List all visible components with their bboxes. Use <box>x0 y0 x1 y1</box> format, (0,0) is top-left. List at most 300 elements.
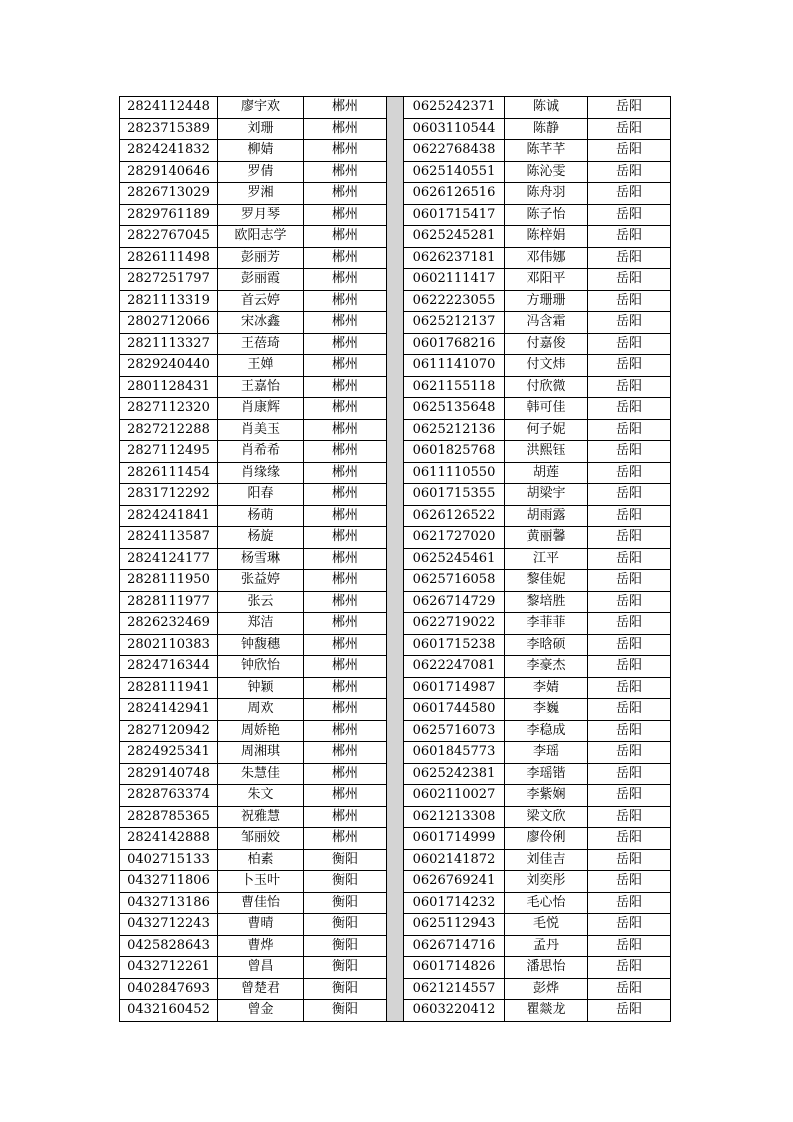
right-id-cell: 0625212137 <box>404 312 505 334</box>
right-city-cell: 岳阳 <box>588 140 671 162</box>
left-id-cell: 2802712066 <box>120 312 218 334</box>
right-id-cell: 0625716073 <box>404 720 505 742</box>
table-row <box>120 118 671 140</box>
left-name-cell: 罗月琴 <box>218 204 304 226</box>
column-divider <box>387 720 404 742</box>
right-id-cell: 0601714826 <box>404 957 505 979</box>
right-city-cell: 岳阳 <box>588 333 671 355</box>
right-name-cell: 黎培胜 <box>505 591 588 613</box>
right-city-cell: 岳阳 <box>588 892 671 914</box>
right-id-cell: 0601768216 <box>404 333 505 355</box>
right-name-cell: 孟丹 <box>505 935 588 957</box>
right-city-cell: 岳阳 <box>588 957 671 979</box>
right-id-cell: 0601714999 <box>404 828 505 850</box>
roster-table <box>119 96 671 1022</box>
column-divider <box>387 527 404 549</box>
right-id-cell: 0601714987 <box>404 677 505 699</box>
right-id-cell: 0625135648 <box>404 398 505 420</box>
right-name-cell: 黄丽馨 <box>505 527 588 549</box>
column-divider <box>387 140 404 162</box>
right-id-cell: 0601714232 <box>404 892 505 914</box>
column-divider <box>387 828 404 850</box>
left-city-cell: 衡阳 <box>304 849 387 871</box>
left-name-cell: 阳春 <box>218 484 304 506</box>
table-row <box>120 505 671 527</box>
left-city-cell: 郴州 <box>304 720 387 742</box>
left-city-cell: 郴州 <box>304 161 387 183</box>
right-city-cell: 岳阳 <box>588 462 671 484</box>
left-id-cell: 2821113327 <box>120 333 218 355</box>
table-row <box>120 763 671 785</box>
right-name-cell: 李菲菲 <box>505 613 588 635</box>
table-row <box>120 161 671 183</box>
left-name-cell: 首云婷 <box>218 290 304 312</box>
left-name-cell: 祝雅慧 <box>218 806 304 828</box>
column-divider <box>387 161 404 183</box>
right-name-cell: 韩可佳 <box>505 398 588 420</box>
right-id-cell: 0626126522 <box>404 505 505 527</box>
column-divider <box>387 548 404 570</box>
right-name-cell: 胡梁宇 <box>505 484 588 506</box>
right-name-cell: 方珊珊 <box>505 290 588 312</box>
left-name-cell: 杨雪琳 <box>218 548 304 570</box>
right-name-cell: 陈沁雯 <box>505 161 588 183</box>
column-divider <box>387 634 404 656</box>
left-id-cell: 2802110383 <box>120 634 218 656</box>
left-name-cell: 宋冰鑫 <box>218 312 304 334</box>
right-name-cell: 潘思怡 <box>505 957 588 979</box>
table-row <box>120 849 671 871</box>
left-id-cell: 2829761189 <box>120 204 218 226</box>
right-city-cell: 岳阳 <box>588 269 671 291</box>
left-id-cell: 2823715389 <box>120 118 218 140</box>
right-city-cell: 岳阳 <box>588 527 671 549</box>
left-city-cell: 郴州 <box>304 118 387 140</box>
right-city-cell: 岳阳 <box>588 656 671 678</box>
left-name-cell: 朱慧佳 <box>218 763 304 785</box>
left-name-cell: 朱文 <box>218 785 304 807</box>
left-id-cell: 2828763374 <box>120 785 218 807</box>
left-name-cell: 卜玉叶 <box>218 871 304 893</box>
column-divider <box>387 441 404 463</box>
column-divider <box>387 957 404 979</box>
right-city-cell: 岳阳 <box>588 935 671 957</box>
left-city-cell: 郴州 <box>304 828 387 850</box>
left-name-cell: 周欢 <box>218 699 304 721</box>
left-id-cell: 2826111498 <box>120 247 218 269</box>
left-city-cell: 郴州 <box>304 355 387 377</box>
right-id-cell: 0602141872 <box>404 849 505 871</box>
left-name-cell: 钟颖 <box>218 677 304 699</box>
table-row <box>120 957 671 979</box>
right-id-cell: 0626237181 <box>404 247 505 269</box>
roster-rows <box>120 97 671 1022</box>
right-id-cell: 0625212136 <box>404 419 505 441</box>
left-name-cell: 郑洁 <box>218 613 304 635</box>
left-name-cell: 钟馥穗 <box>218 634 304 656</box>
left-id-cell: 2831712292 <box>120 484 218 506</box>
column-divider <box>387 978 404 1000</box>
left-id-cell: 2801128431 <box>120 376 218 398</box>
right-name-cell: 陈诚 <box>505 97 588 119</box>
left-name-cell: 肖希希 <box>218 441 304 463</box>
left-city-cell: 衡阳 <box>304 871 387 893</box>
right-name-cell: 陈梓娟 <box>505 226 588 248</box>
right-city-cell: 岳阳 <box>588 204 671 226</box>
left-city-cell: 郴州 <box>304 548 387 570</box>
column-divider <box>387 118 404 140</box>
left-name-cell: 刘珊 <box>218 118 304 140</box>
column-divider <box>387 656 404 678</box>
table-row <box>120 720 671 742</box>
table-row <box>120 591 671 613</box>
left-id-cell: 2824716344 <box>120 656 218 678</box>
column-divider <box>387 591 404 613</box>
left-city-cell: 郴州 <box>304 204 387 226</box>
left-name-cell: 欧阳志学 <box>218 226 304 248</box>
column-divider <box>387 677 404 699</box>
left-name-cell: 肖康辉 <box>218 398 304 420</box>
left-city-cell: 郴州 <box>304 290 387 312</box>
right-city-cell: 岳阳 <box>588 398 671 420</box>
left-id-cell: 2824925341 <box>120 742 218 764</box>
table-row <box>120 247 671 269</box>
left-id-cell: 2828111977 <box>120 591 218 613</box>
right-city-cell: 岳阳 <box>588 849 671 871</box>
table-row <box>120 333 671 355</box>
right-id-cell: 0626769241 <box>404 871 505 893</box>
table-row <box>120 935 671 957</box>
left-city-cell: 郴州 <box>304 763 387 785</box>
left-name-cell: 王蓓琦 <box>218 333 304 355</box>
left-city-cell: 衡阳 <box>304 935 387 957</box>
left-name-cell: 肖美玉 <box>218 419 304 441</box>
left-name-cell: 王嘉怡 <box>218 376 304 398</box>
right-city-cell: 岳阳 <box>588 97 671 119</box>
right-city-cell: 岳阳 <box>588 376 671 398</box>
left-city-cell: 郴州 <box>304 140 387 162</box>
table-row <box>120 699 671 721</box>
column-divider <box>387 892 404 914</box>
right-city-cell: 岳阳 <box>588 763 671 785</box>
left-name-cell: 杨旋 <box>218 527 304 549</box>
right-id-cell: 0621214557 <box>404 978 505 1000</box>
right-name-cell: 刘奕彤 <box>505 871 588 893</box>
right-city-cell: 岳阳 <box>588 548 671 570</box>
right-id-cell: 0625242371 <box>404 97 505 119</box>
right-name-cell: 冯含霜 <box>505 312 588 334</box>
right-city-cell: 岳阳 <box>588 742 671 764</box>
right-id-cell: 0601715355 <box>404 484 505 506</box>
right-city-cell: 岳阳 <box>588 591 671 613</box>
left-city-cell: 郴州 <box>304 398 387 420</box>
left-city-cell: 郴州 <box>304 806 387 828</box>
right-name-cell: 刘佳吉 <box>505 849 588 871</box>
right-city-cell: 岳阳 <box>588 806 671 828</box>
right-city-cell: 岳阳 <box>588 161 671 183</box>
right-name-cell: 彭烨 <box>505 978 588 1000</box>
left-id-cell: 2824142888 <box>120 828 218 850</box>
right-name-cell: 李瑶锴 <box>505 763 588 785</box>
right-id-cell: 0621155118 <box>404 376 505 398</box>
right-city-cell: 岳阳 <box>588 183 671 205</box>
left-city-cell: 郴州 <box>304 312 387 334</box>
left-id-cell: 2829140646 <box>120 161 218 183</box>
table-row <box>120 892 671 914</box>
right-city-cell: 岳阳 <box>588 914 671 936</box>
right-city-cell: 岳阳 <box>588 484 671 506</box>
table-row <box>120 376 671 398</box>
left-id-cell: 2824124177 <box>120 548 218 570</box>
column-divider <box>387 398 404 420</box>
right-id-cell: 0626126516 <box>404 183 505 205</box>
left-id-cell: 2826111454 <box>120 462 218 484</box>
right-name-cell: 江平 <box>505 548 588 570</box>
table-row <box>120 828 671 850</box>
right-name-cell: 付嘉俊 <box>505 333 588 355</box>
right-id-cell: 0603110544 <box>404 118 505 140</box>
left-id-cell: 2827212288 <box>120 419 218 441</box>
right-name-cell: 李晗硕 <box>505 634 588 656</box>
right-name-cell: 黎佳妮 <box>505 570 588 592</box>
column-divider <box>387 183 404 205</box>
left-name-cell: 周湘琪 <box>218 742 304 764</box>
table-row <box>120 269 671 291</box>
left-name-cell: 罗倩 <box>218 161 304 183</box>
table-row <box>120 97 671 119</box>
right-name-cell: 邓阳平 <box>505 269 588 291</box>
right-id-cell: 0625245281 <box>404 226 505 248</box>
right-city-cell: 岳阳 <box>588 785 671 807</box>
table-row <box>120 527 671 549</box>
left-name-cell: 罗湘 <box>218 183 304 205</box>
column-divider <box>387 312 404 334</box>
left-city-cell: 郴州 <box>304 247 387 269</box>
left-name-cell: 廖宇欢 <box>218 97 304 119</box>
right-name-cell: 瞿燚龙 <box>505 1000 588 1022</box>
right-id-cell: 0601825768 <box>404 441 505 463</box>
right-id-cell: 0625140551 <box>404 161 505 183</box>
left-name-cell: 曾楚君 <box>218 978 304 1000</box>
right-name-cell: 李紫娴 <box>505 785 588 807</box>
column-divider <box>387 570 404 592</box>
left-city-cell: 郴州 <box>304 462 387 484</box>
left-id-cell: 0432712243 <box>120 914 218 936</box>
right-id-cell: 0625112943 <box>404 914 505 936</box>
left-city-cell: 衡阳 <box>304 892 387 914</box>
table-row <box>120 1000 671 1022</box>
column-divider <box>387 462 404 484</box>
right-city-cell: 岳阳 <box>588 677 671 699</box>
left-city-cell: 郴州 <box>304 570 387 592</box>
table-row <box>120 290 671 312</box>
right-name-cell: 陈静 <box>505 118 588 140</box>
left-name-cell: 柏素 <box>218 849 304 871</box>
right-city-cell: 岳阳 <box>588 226 671 248</box>
left-city-cell: 郴州 <box>304 419 387 441</box>
left-id-cell: 2829140748 <box>120 763 218 785</box>
left-city-cell: 郴州 <box>304 613 387 635</box>
column-divider <box>387 419 404 441</box>
table-row <box>120 656 671 678</box>
left-name-cell: 柳婧 <box>218 140 304 162</box>
right-name-cell: 何子妮 <box>505 419 588 441</box>
table-row <box>120 204 671 226</box>
left-city-cell: 郴州 <box>304 226 387 248</box>
left-id-cell: 2827112495 <box>120 441 218 463</box>
column-divider <box>387 613 404 635</box>
right-city-cell: 岳阳 <box>588 1000 671 1022</box>
left-city-cell: 衡阳 <box>304 1000 387 1022</box>
table-row <box>120 398 671 420</box>
right-name-cell: 胡雨露 <box>505 505 588 527</box>
left-id-cell: 2824142941 <box>120 699 218 721</box>
left-id-cell: 0425828643 <box>120 935 218 957</box>
column-divider <box>387 204 404 226</box>
left-id-cell: 2827112320 <box>120 398 218 420</box>
column-divider <box>387 935 404 957</box>
right-id-cell: 0601715417 <box>404 204 505 226</box>
left-city-cell: 衡阳 <box>304 914 387 936</box>
left-city-cell: 衡阳 <box>304 978 387 1000</box>
table-row <box>120 140 671 162</box>
table-row <box>120 462 671 484</box>
column-divider <box>387 742 404 764</box>
left-id-cell: 0402847693 <box>120 978 218 1000</box>
column-divider <box>387 376 404 398</box>
table-row <box>120 484 671 506</box>
right-id-cell: 0621727020 <box>404 527 505 549</box>
left-city-cell: 郴州 <box>304 441 387 463</box>
right-city-cell: 岳阳 <box>588 613 671 635</box>
right-name-cell: 洪熙钰 <box>505 441 588 463</box>
left-id-cell: 0432711806 <box>120 871 218 893</box>
column-divider <box>387 849 404 871</box>
right-city-cell: 岳阳 <box>588 312 671 334</box>
left-name-cell: 曾昌 <box>218 957 304 979</box>
right-id-cell: 0602110027 <box>404 785 505 807</box>
column-divider <box>387 247 404 269</box>
table-row <box>120 978 671 1000</box>
table-row <box>120 355 671 377</box>
right-name-cell: 毛悦 <box>505 914 588 936</box>
left-id-cell: 2829240440 <box>120 355 218 377</box>
left-city-cell: 郴州 <box>304 591 387 613</box>
left-city-cell: 郴州 <box>304 742 387 764</box>
right-id-cell: 0622768438 <box>404 140 505 162</box>
left-id-cell: 2828111941 <box>120 677 218 699</box>
right-city-cell: 岳阳 <box>588 570 671 592</box>
right-name-cell: 陈舟羽 <box>505 183 588 205</box>
column-divider <box>387 333 404 355</box>
right-city-cell: 岳阳 <box>588 441 671 463</box>
right-name-cell: 付欣微 <box>505 376 588 398</box>
table-row <box>120 226 671 248</box>
left-id-cell: 2824113587 <box>120 527 218 549</box>
right-id-cell: 0625245461 <box>404 548 505 570</box>
right-id-cell: 0626714716 <box>404 935 505 957</box>
left-name-cell: 曹晴 <box>218 914 304 936</box>
right-id-cell: 0611141070 <box>404 355 505 377</box>
left-name-cell: 杨萌 <box>218 505 304 527</box>
table-row <box>120 548 671 570</box>
right-city-cell: 岳阳 <box>588 247 671 269</box>
right-id-cell: 0625716058 <box>404 570 505 592</box>
left-city-cell: 郴州 <box>304 183 387 205</box>
column-divider <box>387 484 404 506</box>
left-name-cell: 彭丽霞 <box>218 269 304 291</box>
left-name-cell: 肖缘缘 <box>218 462 304 484</box>
column-divider <box>387 871 404 893</box>
table-row <box>120 806 671 828</box>
left-city-cell: 衡阳 <box>304 957 387 979</box>
right-name-cell: 毛心怡 <box>505 892 588 914</box>
left-id-cell: 2827120942 <box>120 720 218 742</box>
right-name-cell: 李豪杰 <box>505 656 588 678</box>
right-city-cell: 岳阳 <box>588 828 671 850</box>
table-row <box>120 613 671 635</box>
right-id-cell: 0622247081 <box>404 656 505 678</box>
right-city-cell: 岳阳 <box>588 419 671 441</box>
right-id-cell: 0625242381 <box>404 763 505 785</box>
right-city-cell: 岳阳 <box>588 978 671 1000</box>
left-city-cell: 郴州 <box>304 97 387 119</box>
table-row <box>120 871 671 893</box>
left-id-cell: 2826713029 <box>120 183 218 205</box>
left-id-cell: 2821113319 <box>120 290 218 312</box>
left-id-cell: 2824241832 <box>120 140 218 162</box>
right-name-cell: 付文炜 <box>505 355 588 377</box>
left-city-cell: 郴州 <box>304 634 387 656</box>
column-divider <box>387 269 404 291</box>
left-id-cell: 2822767045 <box>120 226 218 248</box>
left-id-cell: 0432160452 <box>120 1000 218 1022</box>
left-name-cell: 张益婷 <box>218 570 304 592</box>
right-name-cell: 梁文欣 <box>505 806 588 828</box>
left-id-cell: 2826232469 <box>120 613 218 635</box>
right-name-cell: 李稳成 <box>505 720 588 742</box>
column-divider <box>387 806 404 828</box>
table-row <box>120 742 671 764</box>
left-name-cell: 王婵 <box>218 355 304 377</box>
left-city-cell: 郴州 <box>304 699 387 721</box>
right-city-cell: 岳阳 <box>588 290 671 312</box>
left-id-cell: 2828111950 <box>120 570 218 592</box>
left-id-cell: 2827251797 <box>120 269 218 291</box>
left-name-cell: 曹烨 <box>218 935 304 957</box>
column-divider <box>387 226 404 248</box>
left-city-cell: 郴州 <box>304 484 387 506</box>
right-name-cell: 李婧 <box>505 677 588 699</box>
left-name-cell: 周娇艳 <box>218 720 304 742</box>
left-city-cell: 郴州 <box>304 527 387 549</box>
left-city-cell: 郴州 <box>304 333 387 355</box>
left-city-cell: 郴州 <box>304 785 387 807</box>
right-id-cell: 0601715238 <box>404 634 505 656</box>
right-name-cell: 陈芊芊 <box>505 140 588 162</box>
column-divider <box>387 505 404 527</box>
right-id-cell: 0602111417 <box>404 269 505 291</box>
right-id-cell: 0622223055 <box>404 290 505 312</box>
right-name-cell: 胡莲 <box>505 462 588 484</box>
column-divider <box>387 290 404 312</box>
left-city-cell: 郴州 <box>304 656 387 678</box>
column-divider <box>387 763 404 785</box>
right-id-cell: 0622719022 <box>404 613 505 635</box>
left-city-cell: 郴州 <box>304 505 387 527</box>
right-id-cell: 0603220412 <box>404 1000 505 1022</box>
left-id-cell: 0432713186 <box>120 892 218 914</box>
